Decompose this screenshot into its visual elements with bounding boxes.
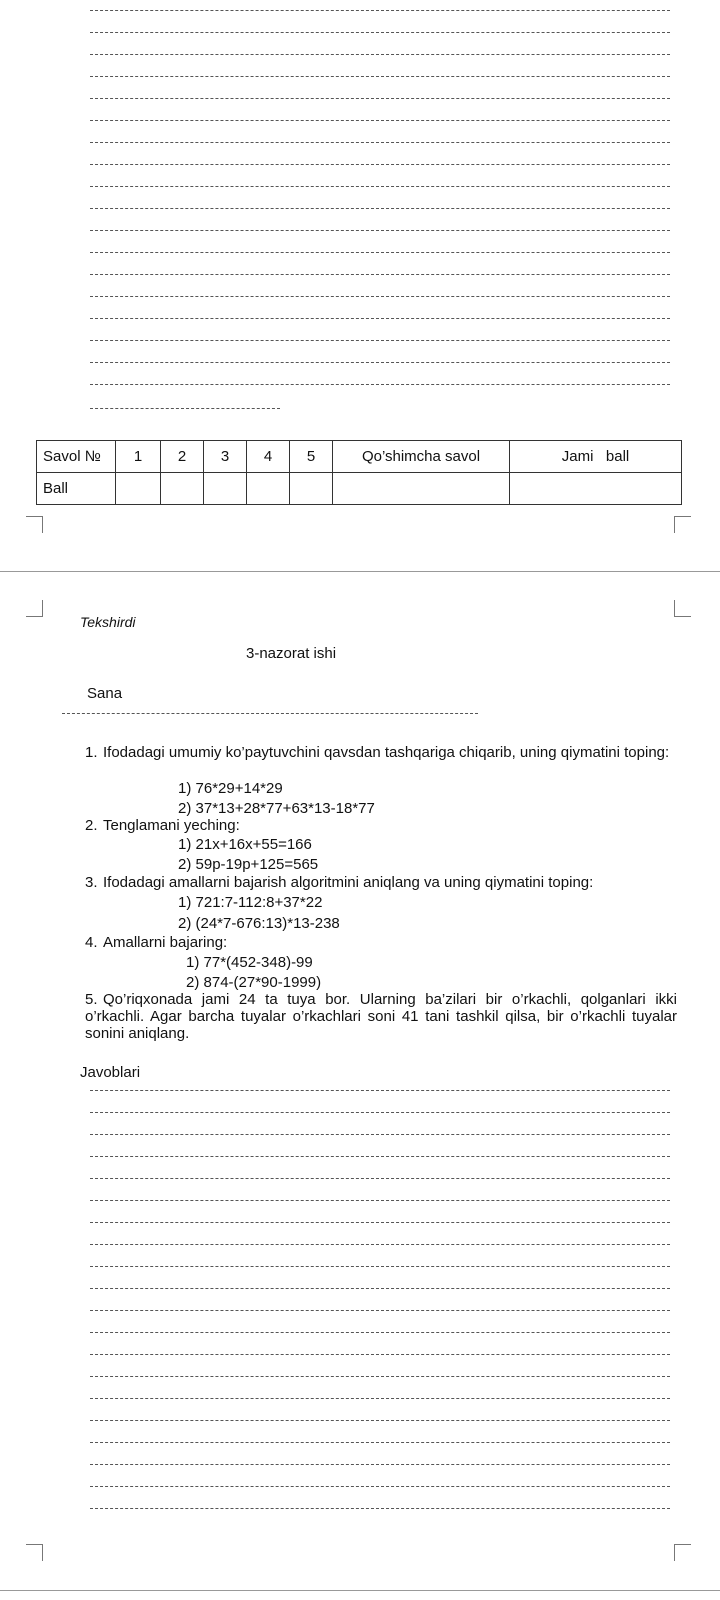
score-table-header-row xyxy=(37,441,682,473)
table-cell xyxy=(204,473,247,505)
answer-line xyxy=(90,408,280,409)
question-item: 2) (24*7-676:13)*13-238 xyxy=(178,915,340,932)
crop-mark xyxy=(26,1544,43,1561)
answer-line xyxy=(90,1420,670,1421)
answer-line xyxy=(90,230,670,231)
answer-line xyxy=(90,1398,670,1399)
crop-mark xyxy=(674,1544,691,1561)
answer-line xyxy=(90,1354,670,1355)
answer-line xyxy=(90,296,670,297)
question-item: 1) 76*29+14*29 xyxy=(178,780,283,797)
table-cell: Ball xyxy=(37,473,116,505)
answer-line xyxy=(90,1442,670,1443)
crop-mark xyxy=(26,516,43,533)
answer-line xyxy=(90,186,670,187)
date-label: Sana xyxy=(87,685,123,702)
answer-line xyxy=(90,1090,670,1091)
answer-line xyxy=(90,76,670,77)
answer-line xyxy=(90,164,670,165)
question-5 xyxy=(85,991,677,1042)
page-separator xyxy=(0,1590,720,1591)
table-cell xyxy=(247,473,290,505)
question-item: 2) 59p-19p+125=565 xyxy=(178,856,319,873)
question-item: 2) 37*13+28*77+63*13-18*77 xyxy=(178,800,375,817)
table-cell: Qo’shimcha savol xyxy=(333,441,510,473)
page-title: 3-nazorat ishi xyxy=(246,645,337,662)
score-table-row xyxy=(37,473,682,505)
table-cell xyxy=(116,473,161,505)
answer-line xyxy=(90,1464,670,1465)
question-item: 1) 21x+16x+55=166 xyxy=(178,836,312,853)
checked-by-label: Tekshirdi xyxy=(80,614,136,630)
crop-mark xyxy=(674,600,691,617)
answer-line xyxy=(90,142,670,143)
crop-mark xyxy=(674,516,691,533)
table-cell xyxy=(510,473,682,505)
table-cell xyxy=(161,473,204,505)
table-cell: Savol № xyxy=(37,441,116,473)
question-item: 2) 874-(27*90-1999) xyxy=(186,974,322,991)
question-item: 1) 77*(452-348)-99 xyxy=(186,954,313,971)
answer-line xyxy=(90,1332,670,1333)
table-cell: 4 xyxy=(247,441,290,473)
answer-line xyxy=(90,1156,670,1157)
answer-line xyxy=(90,252,670,253)
question-text: Ifodadagi amallarni bajarish algoritmini aniqlang va uning qiymatini toping: xyxy=(103,874,594,891)
table-cell: 5 xyxy=(290,441,333,473)
question-4 xyxy=(85,934,677,951)
question-text: Qo’riqxonada jami 24 ta tuya bor. Ularning ba’zilari bir o’rkachli, qolganlari ikki o’rkachli. Agar barcha tuyalar o’rkachlari soni 41 tani tashkil qilsa, bir o’rkachli tuyalar sonini aniqlang. xyxy=(85,991,677,1042)
table-cell xyxy=(290,473,333,505)
question-2 xyxy=(85,817,677,834)
answer-line xyxy=(90,54,670,55)
question-text: Amallarni bajaring: xyxy=(103,934,228,951)
answers-label: Javoblari xyxy=(80,1064,141,1081)
question-number: 4. xyxy=(85,934,98,951)
answer-line xyxy=(90,1112,670,1113)
question-item: 1) 721:7-112:8+37*22 xyxy=(178,894,323,911)
question-number: 5. xyxy=(85,991,98,1008)
question-number: 3. xyxy=(85,874,98,891)
answer-line xyxy=(90,98,670,99)
table-cell: 3 xyxy=(204,441,247,473)
answer-line xyxy=(90,120,670,121)
date-line xyxy=(62,713,478,714)
question-text: Tenglamani yeching: xyxy=(103,817,240,834)
table-cell: 2 xyxy=(161,441,204,473)
answer-line xyxy=(90,362,670,363)
answer-line xyxy=(90,1222,670,1223)
answer-line xyxy=(90,10,670,11)
answer-line xyxy=(90,1134,670,1135)
answer-line xyxy=(90,1288,670,1289)
answer-line xyxy=(90,1244,670,1245)
answer-line xyxy=(90,318,670,319)
answer-line xyxy=(90,1200,670,1201)
answer-line xyxy=(90,208,670,209)
table-cell: 1 xyxy=(116,441,161,473)
question-1 xyxy=(85,744,677,761)
answer-line xyxy=(90,1376,670,1377)
answer-line xyxy=(90,1266,670,1267)
crop-mark xyxy=(26,600,43,617)
table-cell xyxy=(333,473,510,505)
answer-line xyxy=(90,1310,670,1311)
page-separator xyxy=(0,571,720,572)
answer-line xyxy=(90,340,670,341)
answer-line xyxy=(90,1486,670,1487)
answer-line xyxy=(90,1178,670,1179)
table-cell: Jami ball xyxy=(510,441,682,473)
answer-line xyxy=(90,32,670,33)
question-number: 2. xyxy=(85,817,98,834)
question-text: Ifodadagi umumiy ko’paytuvchini qavsdan tashqariga chiqarib, uning qiymatini toping: xyxy=(103,744,670,761)
question-number: 1. xyxy=(85,744,98,761)
score-table xyxy=(36,440,682,505)
answer-line xyxy=(90,1508,670,1509)
answer-line xyxy=(90,384,670,385)
question-3 xyxy=(85,874,677,891)
answer-line xyxy=(90,274,670,275)
